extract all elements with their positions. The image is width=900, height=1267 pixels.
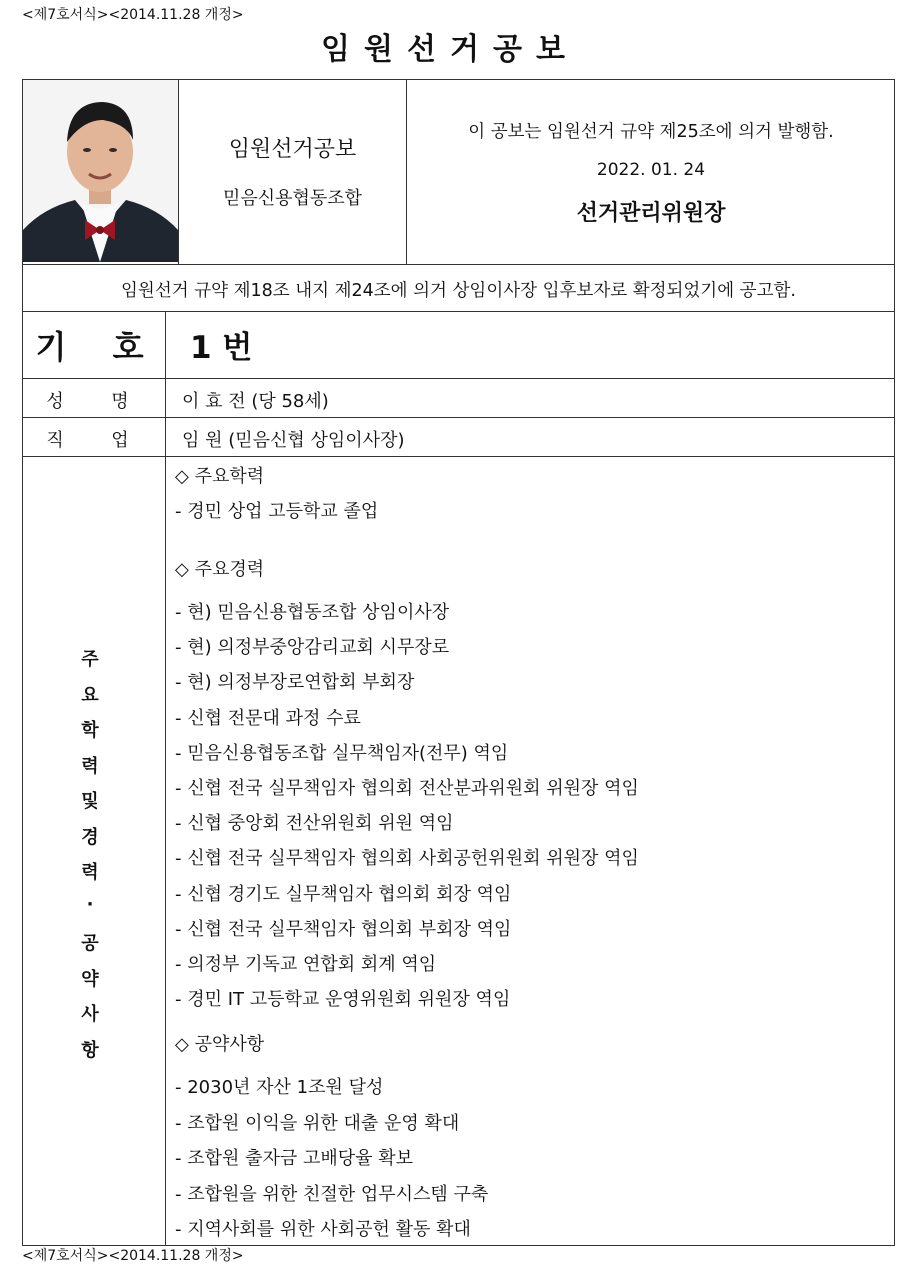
candidate-photo (23, 80, 178, 262)
issue-date: 2022. 01. 24 (596, 160, 706, 180)
side-label-char: 요 (81, 684, 99, 706)
list-item: - 신협 전문대 과정 수료 (175, 707, 361, 729)
side-label-char: 사 (81, 1004, 99, 1025)
list-item: - 믿음신용협동조합 실무책임자(전무) 역임 (175, 742, 509, 764)
notice-text: 이 공보는 임원선거 규약 제25조에 의거 발행함. (468, 122, 834, 142)
side-label-char: 경 (81, 826, 99, 848)
list-item: - 조합원 출자금 고배당율 확보 (175, 1148, 414, 1169)
list-item: - 신협 전국 실무책임자 협의회 부회장 역임 (175, 918, 512, 940)
list-item: - 현) 의정부중앙감리교회 시무장로 (175, 637, 450, 659)
list-item: - 조합원 이익을 위한 대출 운영 확대 (175, 1112, 460, 1134)
list-item: - 지역사회를 위한 사회공헌 활동 확대 (175, 1219, 471, 1240)
job-label: 직 업 (46, 430, 141, 451)
pledge-heading: ◇ 공약사항 (175, 1034, 265, 1055)
side-label-char: 및 (81, 791, 99, 812)
page-title: 임원선거공보 (321, 32, 579, 67)
list-item: - 조합원을 위한 친절한 업무시스템 구축 (175, 1183, 489, 1205)
form-number-header: <제7호서식><2014.11.28 개정> (22, 7, 244, 23)
list-item: - 신협 경기도 실무책임자 협의회 회장 역임 (175, 883, 512, 905)
list-item: - 신협 전국 실무책임자 협의회 사회공헌위원회 위원장 역임 (175, 848, 639, 870)
form-number-footer: <제7호서식><2014.11.28 개정> (22, 1248, 244, 1264)
side-label-vertical (80, 645, 100, 1071)
side-label-char: 력 (81, 862, 99, 883)
job-value: 임 원 (믿음신협 상임이사장) (182, 430, 405, 451)
list-item: - 신협 전국 실무책임자 협의회 전산분과위원회 위원장 역임 (175, 778, 639, 799)
side-label-char: 력 (81, 755, 99, 777)
list-item: - 의정부 기독교 연합회 회계 역임 (175, 954, 437, 975)
list-item: - 경민 상업 고등학교 졸업 (175, 501, 379, 522)
list-item: - 경민 IT 고등학교 운영위원회 위원장 역임 (175, 989, 511, 1011)
side-label-char: 주 (81, 649, 99, 670)
career-heading: ◇ 주요경력 (175, 559, 265, 580)
announcement: 임원선거 규약 제18조 내지 제24조에 의거 상임이사장 입후보자로 확정되었기에 공고함. (121, 281, 796, 301)
union-name: 믿음신용협동조합 (222, 188, 363, 209)
education-heading: ◇ 주요학력 (175, 466, 265, 487)
symbol-value: 1 번 (190, 330, 253, 366)
symbol-label: 기 호 (35, 328, 152, 366)
list-item: - 현) 의정부장로연합회 부회장 (175, 672, 415, 694)
name-value: 이 효 전 (당 58세) (182, 391, 329, 412)
side-label-char: 학 (81, 720, 99, 741)
list-item: - 2030년 자산 1조원 달성 (175, 1077, 384, 1098)
side-label-char: 약 (81, 968, 99, 990)
side-label-char: 항 (81, 1039, 99, 1061)
name-label: 성 명 (46, 391, 141, 412)
list-item: - 신협 중앙회 전산위원회 위원 역임 (175, 813, 454, 835)
side-label-char: · (86, 893, 94, 915)
side-label-char: 공 (81, 933, 99, 954)
box-title: 임원선거공보 (228, 137, 357, 162)
list-item: - 현) 믿음신용협동조합 상임이사장 (175, 602, 450, 623)
issuer-title: 선거관리위원장 (576, 201, 726, 226)
